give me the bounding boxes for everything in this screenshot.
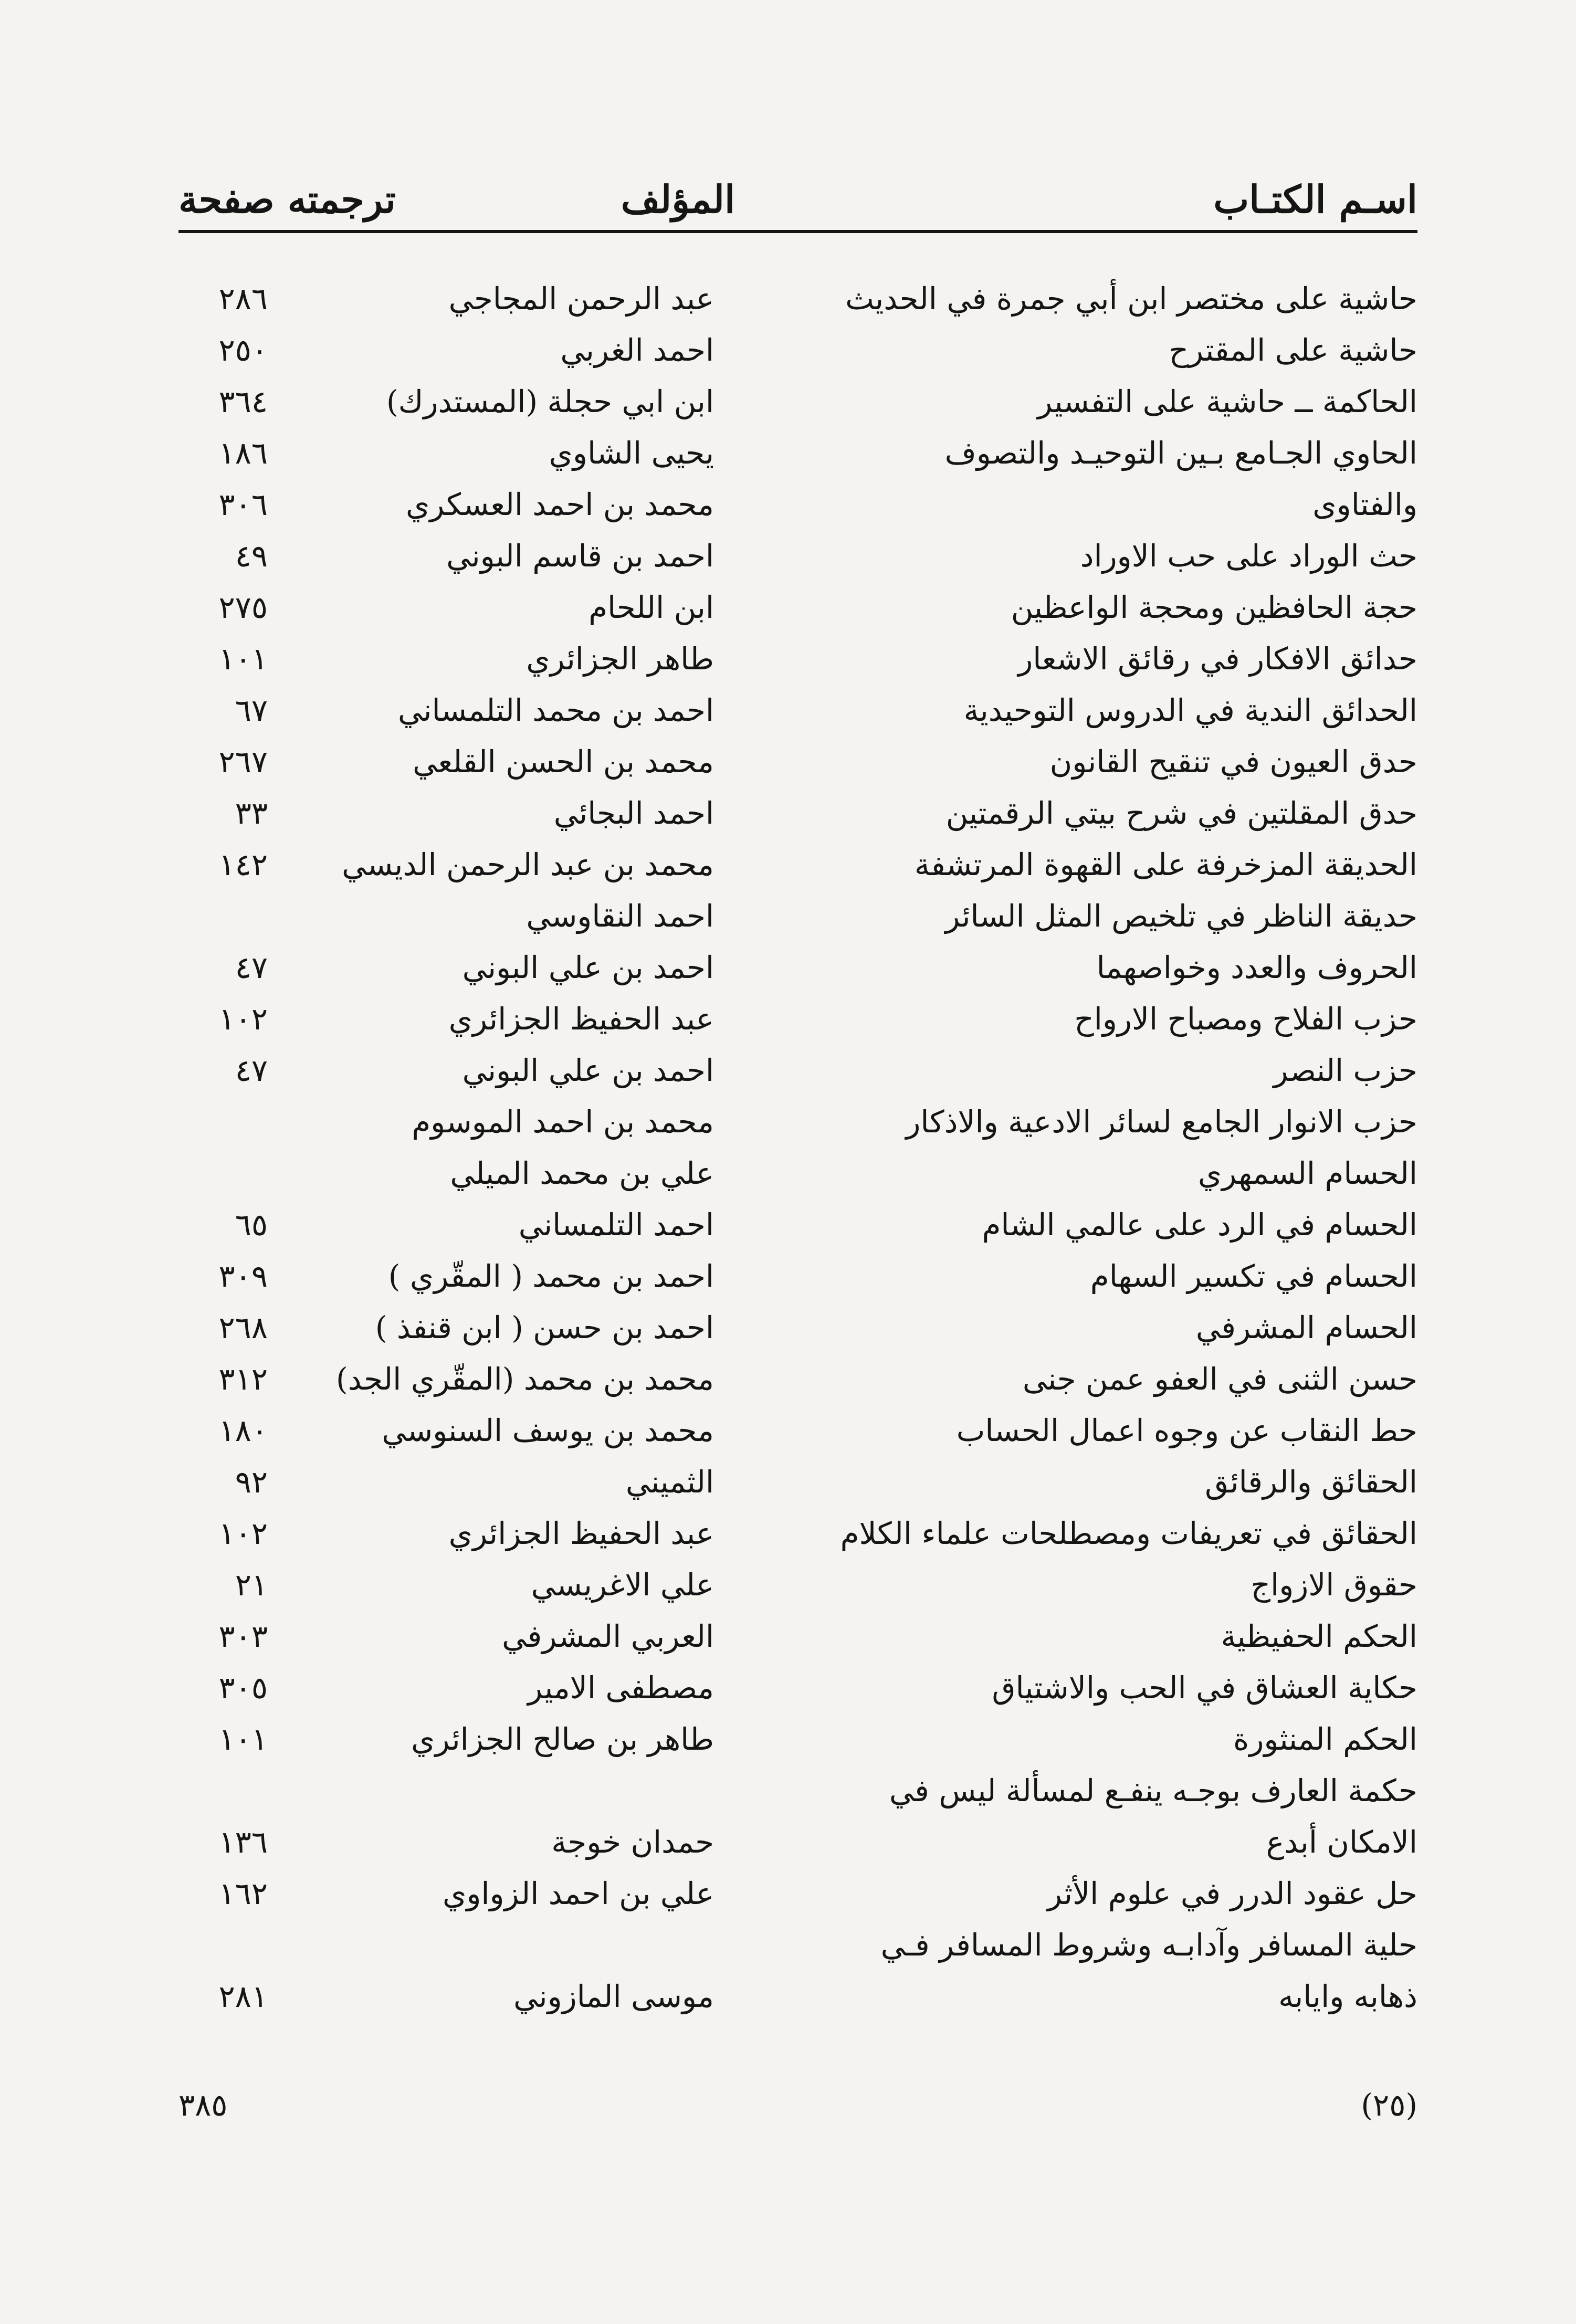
book-title: الحاوي الجـامع بـين التوحيـد والتصوف xyxy=(944,435,1417,471)
biography-page: ١٦٢ xyxy=(218,1876,268,1911)
biography-page: ٣٠٦ xyxy=(218,487,268,522)
book-title: الحروف والعدد وخواصهما xyxy=(1096,950,1417,985)
table-row xyxy=(178,1662,1417,1713)
book-author: علي الاغريسي xyxy=(531,1567,714,1603)
table-row xyxy=(178,427,1417,479)
section-number: (٢٥) xyxy=(1361,2087,1417,2123)
book-author: احمد بن قاسم البوني xyxy=(446,538,714,574)
book-title: حجة الحافظين ومحجة الواعظين xyxy=(1011,590,1417,625)
book-author: محمد بن احمد الموسوم xyxy=(412,1104,714,1140)
book-title: حكمة العارف بوجـه ينفـع لمسألة ليس في xyxy=(889,1773,1417,1808)
biography-page: ٣٠٥ xyxy=(218,1670,268,1706)
book-author: محمد بن محمد (المقّري الجد) xyxy=(336,1361,714,1397)
book-title: حدائق الافكار في رقائق الاشعار xyxy=(1018,641,1417,677)
table-row xyxy=(178,376,1417,427)
biography-page: ١٤٢ xyxy=(218,847,268,882)
table-row xyxy=(178,1250,1417,1302)
book-author: احمد بن محمد التلمساني xyxy=(398,692,714,728)
book-author: يحيى الشاوي xyxy=(549,435,714,471)
book-title: الحدائق الندية في الدروس التوحيدية xyxy=(963,692,1417,728)
table-row xyxy=(178,1096,1417,1148)
table-row xyxy=(178,530,1417,582)
book-author: عبد الرحمن المجاجي xyxy=(448,281,714,317)
book-author: الثميني xyxy=(625,1464,714,1500)
table-row xyxy=(178,1868,1417,1919)
book-author: طاهر بن صالح الجزائري xyxy=(411,1721,714,1757)
table-row xyxy=(178,787,1417,839)
book-title: الحاكمة ــ حاشية على التفسير xyxy=(1037,384,1417,419)
book-title: حاشية على مختصر ابن أبي جمرة في الحديث xyxy=(845,281,1417,317)
biography-page: ٦٥ xyxy=(235,1207,268,1243)
biography-page: ٣١٢ xyxy=(218,1361,268,1397)
book-title: الحسام في الرد على عالمي الشام xyxy=(982,1207,1417,1243)
biography-page: ١٠١ xyxy=(218,641,268,677)
table-row xyxy=(178,1611,1417,1662)
book-author: عبد الحفيظ الجزائري xyxy=(448,1516,714,1551)
book-title: حديقة الناظر في تلخيص المثل السائر xyxy=(945,898,1417,934)
biography-page: ٤٧ xyxy=(235,1053,268,1088)
table-row xyxy=(178,273,1417,324)
table-row xyxy=(178,1559,1417,1611)
table-row xyxy=(178,993,1417,1045)
table-row xyxy=(178,1816,1417,1868)
book-author: عبد الحفيظ الجزائري xyxy=(448,1001,714,1037)
table-row xyxy=(178,1765,1417,1816)
book-title: الحديقة المزخرفة على القهوة المرتشفة xyxy=(915,847,1417,882)
book-author: احمد الغربي xyxy=(560,332,714,368)
column-header-title: اسـم الكتـاب xyxy=(1213,177,1417,222)
biography-page: ٣٠٩ xyxy=(218,1258,268,1294)
book-author: مصطفى الامير xyxy=(528,1670,714,1706)
book-title: الحقائق في تعريفات ومصطلحات علماء الكلام xyxy=(840,1516,1417,1551)
biography-page: ٢٨١ xyxy=(218,1979,268,2014)
book-title: حقوق الازواج xyxy=(1251,1567,1417,1603)
book-title: حزب النصر xyxy=(1273,1053,1417,1088)
column-header-author: المؤلف xyxy=(621,177,735,222)
book-author: احمد بن حسن ( ابن قنفذ ) xyxy=(375,1310,714,1345)
table-row xyxy=(178,1971,1417,2022)
biography-page: ١٨٦ xyxy=(218,435,268,471)
biography-page: ١٠٢ xyxy=(218,1001,268,1037)
book-title: الحسام المشرفي xyxy=(1195,1310,1417,1345)
book-author: حمدان خوجة xyxy=(551,1824,714,1860)
table-row xyxy=(178,942,1417,993)
book-author: ابن ابي حجلة (المستدرك) xyxy=(386,384,714,419)
biography-page: ١٨٠ xyxy=(218,1413,268,1448)
biography-page: ٩٢ xyxy=(235,1464,268,1500)
biography-page: ٢٨٦ xyxy=(218,281,268,317)
table-row xyxy=(178,1508,1417,1559)
book-author: محمد بن يوسف السنوسي xyxy=(382,1413,714,1448)
table-row xyxy=(178,1919,1417,1971)
book-author: احمد بن محمد ( المقّري ) xyxy=(388,1258,714,1294)
biography-page: ١٣٦ xyxy=(218,1824,268,1860)
biography-page: ٣٦٤ xyxy=(218,384,268,419)
book-author: محمد بن عبد الرحمن الديسي xyxy=(342,847,714,882)
book-title: حدق العيون في تنقيح القانون xyxy=(1049,744,1417,780)
table-row xyxy=(178,736,1417,787)
biography-page: ٢١ xyxy=(235,1567,268,1603)
book-title: حث الوراد على حب الاوراد xyxy=(1080,538,1417,574)
table-row xyxy=(178,633,1417,685)
biography-page: ٢٧٥ xyxy=(218,590,268,625)
book-title: حزب الفلاح ومصباح الارواح xyxy=(1074,1001,1417,1037)
book-author: علي بن احمد الزواوي xyxy=(442,1876,714,1911)
table-row xyxy=(178,1456,1417,1508)
table-row xyxy=(178,1199,1417,1250)
table-row xyxy=(178,1405,1417,1456)
book-author: محمد بن الحسن القلعي xyxy=(413,744,714,780)
table-row xyxy=(178,1148,1417,1199)
column-header-page: ترجمته صفحة xyxy=(178,177,396,222)
biography-page: ٦٧ xyxy=(235,692,268,728)
book-author: علي بن محمد الميلي xyxy=(450,1155,714,1191)
header-rule xyxy=(178,230,1417,233)
book-author: احمد بن علي البوني xyxy=(462,1053,714,1088)
biography-page: ٤٩ xyxy=(235,538,268,574)
book-author: العربي المشرفي xyxy=(502,1618,714,1654)
book-title: حط النقاب عن وجوه اعمال الحساب xyxy=(956,1413,1417,1448)
book-title: حدق المقلتين في شرح بيتي الرقمتين xyxy=(945,795,1417,831)
book-title: حل عقود الدرر في علوم الأثر xyxy=(1047,1876,1417,1911)
table-row xyxy=(178,324,1417,376)
biography-page: ١٠١ xyxy=(218,1721,268,1757)
biography-page: ٢٦٨ xyxy=(218,1310,268,1345)
book-author: محمد بن احمد العسكري xyxy=(406,487,714,522)
book-title: الحكم المنثورة xyxy=(1233,1721,1417,1757)
page-number: ٣٨٥ xyxy=(178,2087,228,2123)
book-title: حكاية العشاق في الحب والاشتياق xyxy=(992,1670,1417,1706)
biography-page: ٢٥٠ xyxy=(218,332,268,368)
table-header xyxy=(178,173,1417,231)
book-title: الحكم الحفيظية xyxy=(1221,1618,1417,1654)
book-author: طاهر الجزائري xyxy=(526,641,714,677)
book-author: ابن اللحام xyxy=(589,590,714,625)
book-title: ذهابه وايابه xyxy=(1278,1979,1417,2014)
book-title: حسن الثنى في العفو عمن جنى xyxy=(1022,1361,1417,1397)
book-title: والفتاوى xyxy=(1312,487,1417,522)
book-author: احمد النقاوسي xyxy=(526,898,714,934)
biography-page: ٣٣ xyxy=(235,795,268,831)
book-author: احمد البجائي xyxy=(553,795,714,831)
book-author: احمد التلمساني xyxy=(518,1207,714,1243)
table-row xyxy=(178,890,1417,942)
book-list xyxy=(178,273,1417,2022)
book-title: الحسام في تكسير السهام xyxy=(1090,1258,1417,1294)
book-title: حاشية على المقترح xyxy=(1169,332,1417,368)
book-title: الحسام السمهري xyxy=(1197,1155,1417,1191)
biography-page: ١٠٢ xyxy=(218,1516,268,1551)
table-row xyxy=(178,582,1417,633)
book-title: الحقائق والرقائق xyxy=(1205,1464,1417,1500)
book-author: موسى المازوني xyxy=(513,1979,714,2014)
biography-page: ٤٧ xyxy=(235,950,268,985)
page-footer xyxy=(178,2079,1417,2131)
book-title: الامكان أبدع xyxy=(1266,1824,1417,1860)
table-row xyxy=(178,1713,1417,1765)
table-row xyxy=(178,1302,1417,1353)
book-title: حزب الانوار الجامع لسائر الادعية والاذكار xyxy=(906,1104,1417,1140)
book-title: حلية المسافر وآدابـه وشروط المسافر فـي xyxy=(880,1927,1417,1963)
biography-page: ٣٠٣ xyxy=(218,1618,268,1654)
book-author: احمد بن علي البوني xyxy=(462,950,714,985)
biography-page: ٢٦٧ xyxy=(218,744,268,780)
table-row xyxy=(178,1353,1417,1405)
table-row xyxy=(178,685,1417,736)
table-row xyxy=(178,1045,1417,1096)
table-row xyxy=(178,479,1417,530)
table-row xyxy=(178,839,1417,890)
